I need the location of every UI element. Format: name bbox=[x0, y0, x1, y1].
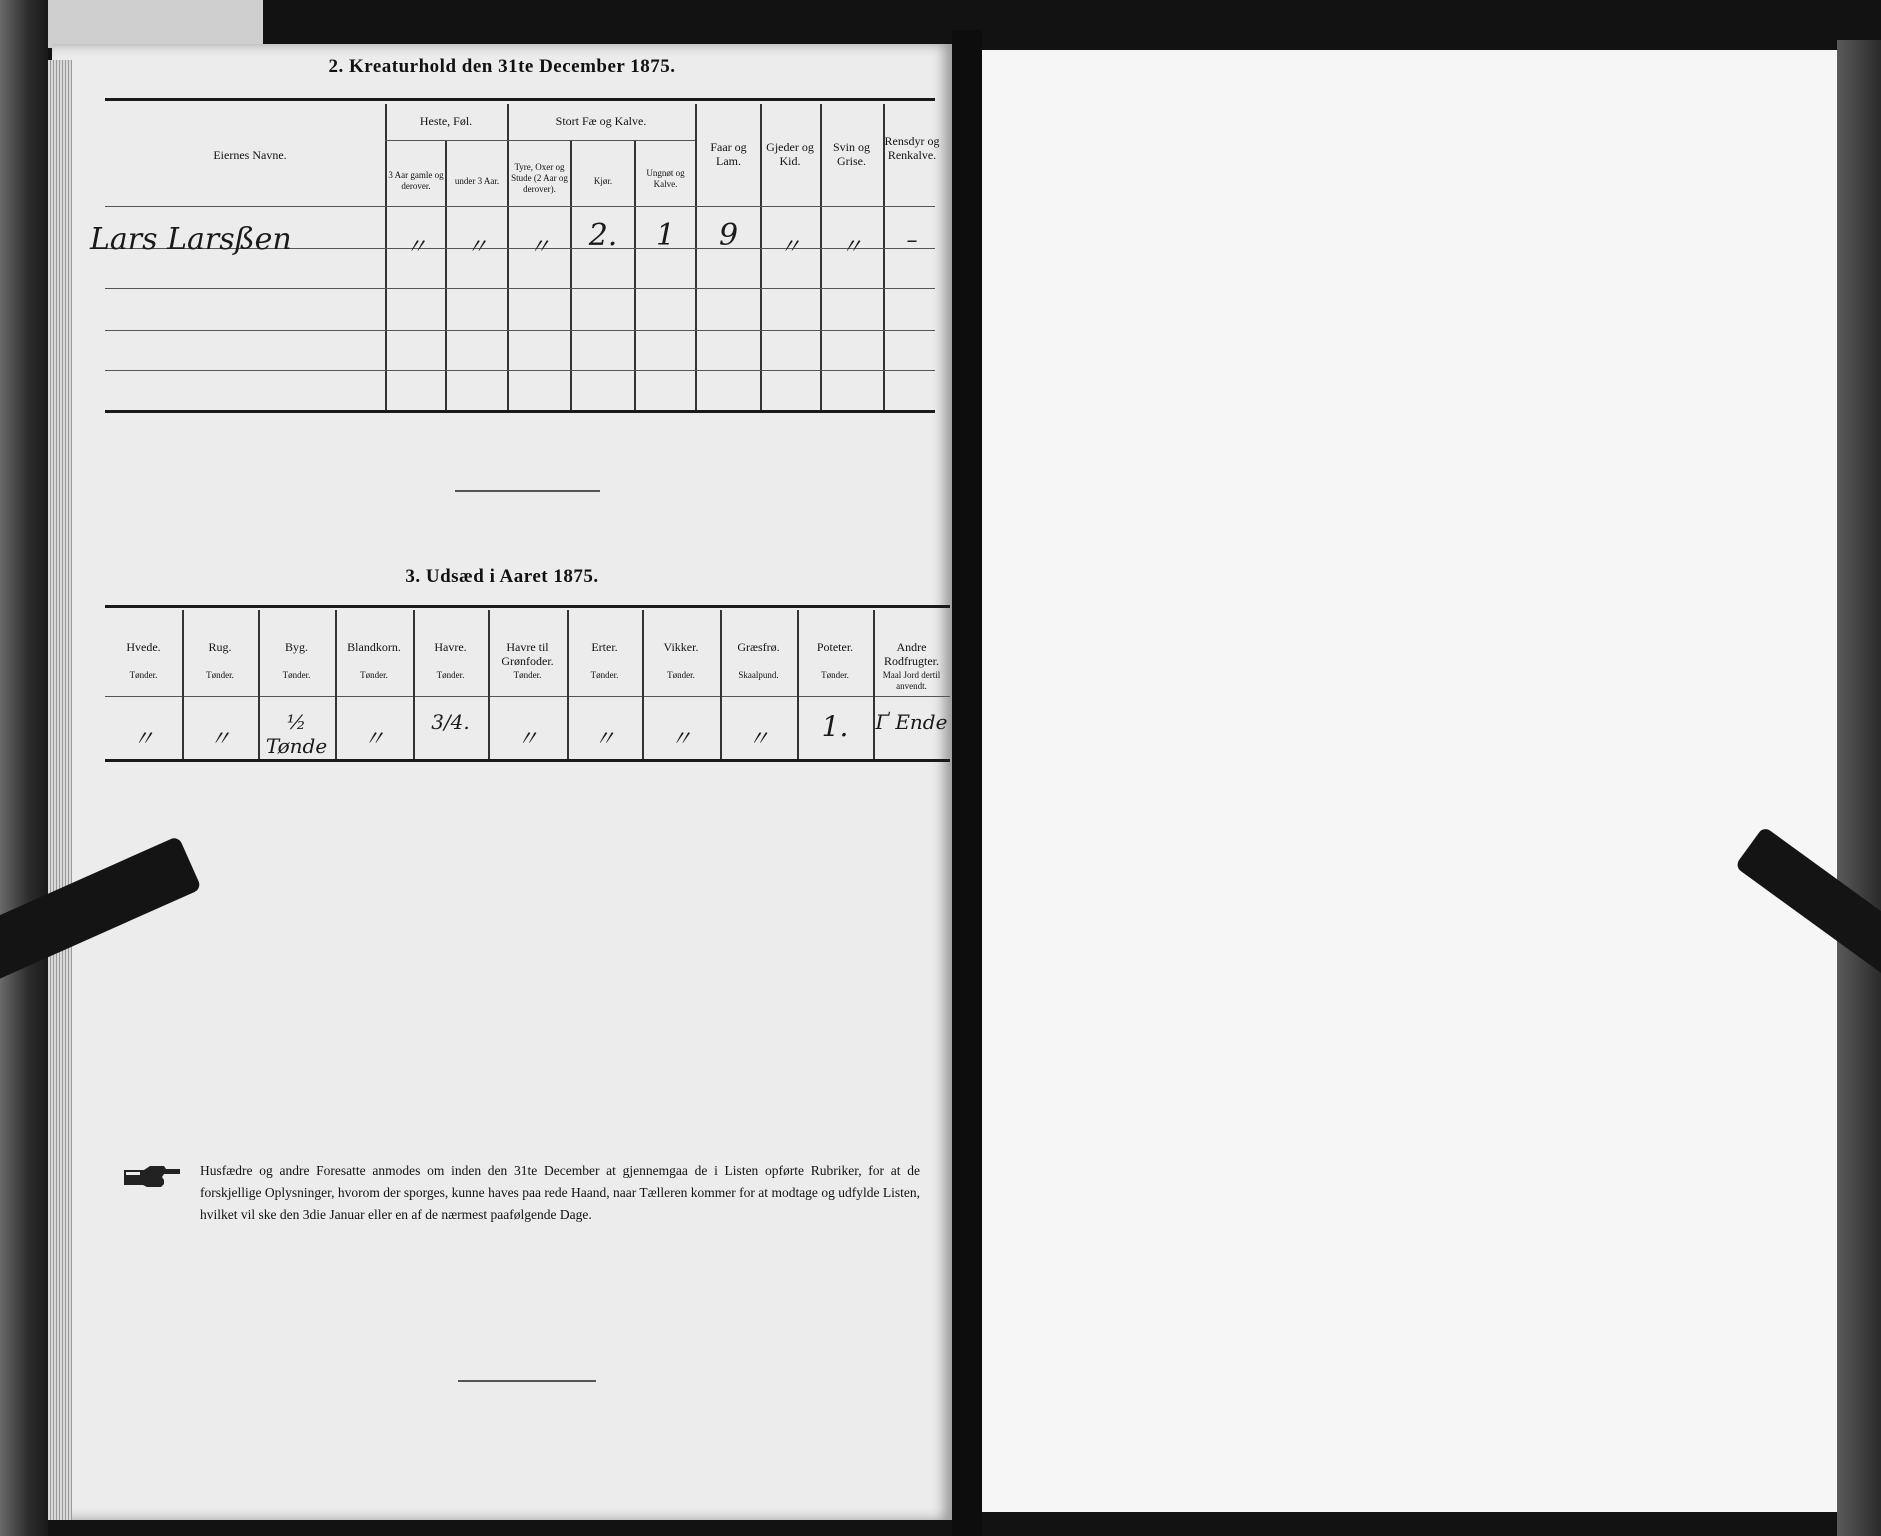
crop-col-unit: Maal Jord dertil anvendt. bbox=[882, 670, 941, 691]
previous-page-strip bbox=[48, 0, 263, 48]
crop-col-header: Hvede. bbox=[126, 640, 161, 654]
crop-value: 3/4. bbox=[431, 710, 470, 734]
value-horses-young: 〃 bbox=[465, 235, 488, 260]
crop-col-header: Blandkorn. bbox=[347, 640, 401, 654]
crop-value: 〃 bbox=[362, 727, 385, 752]
owner-name: Lars Larsßen bbox=[90, 222, 292, 257]
col-reindeer: Rensdyr og Renkalve. bbox=[884, 134, 940, 162]
col-horses-header: Heste, Føl. bbox=[419, 114, 473, 128]
crop-value: 〃 bbox=[516, 727, 539, 752]
table3-bottom-rule bbox=[105, 759, 950, 762]
section3-title: 3. Udsæd i Aaret 1875. bbox=[405, 566, 599, 587]
col-cattle-bulls: Tyre, Oxer og Stude (2 Aar og derover). bbox=[511, 162, 568, 194]
col-goats: Gjeder og Kid. bbox=[766, 140, 814, 168]
col-pigs: Svin og Grise. bbox=[832, 140, 870, 168]
crop-col-unit: Tønder. bbox=[436, 670, 465, 680]
crop-col-unit: Tønder. bbox=[206, 670, 234, 680]
crop-col-unit: Tønder. bbox=[129, 670, 158, 680]
col-cattle-cows: Kjør. bbox=[593, 176, 613, 186]
book-edge-right bbox=[1837, 40, 1881, 1536]
crop-col-header: Rug. bbox=[208, 640, 232, 654]
crop-col-unit: Tønder. bbox=[282, 670, 311, 680]
crop-value: ½ Tønde bbox=[265, 710, 328, 758]
section2-title: 2. Kreaturhold den 31te December 1875. bbox=[328, 56, 676, 77]
col-owner-header: Eiernes Navne. bbox=[213, 148, 287, 162]
pointing-hand-icon bbox=[122, 1164, 182, 1190]
crop-col-header: Erter. bbox=[591, 640, 618, 654]
crop-col-header: Havre til Grønfoder. bbox=[501, 640, 554, 668]
crop-col-header: Byg. bbox=[284, 640, 308, 654]
crop-value: 〃 bbox=[208, 727, 231, 752]
col-cattle-young: Ungnøt og Kalve. bbox=[646, 168, 685, 189]
value-reindeer: – bbox=[906, 228, 918, 253]
left-page bbox=[52, 44, 952, 1520]
crop-value: 〃 bbox=[132, 727, 155, 752]
value-bulls: 〃 bbox=[528, 235, 551, 260]
crop-col-header: Græsfrø. bbox=[737, 640, 780, 654]
value-cows: 2. bbox=[588, 218, 618, 253]
crop-col-unit: Tønder. bbox=[360, 670, 388, 680]
crop-col-header: Havre. bbox=[434, 640, 467, 654]
crop-column-divider bbox=[413, 610, 415, 759]
crop-value: 1. bbox=[821, 710, 849, 743]
table2-bottom-rule bbox=[105, 410, 935, 413]
end-rule bbox=[458, 1380, 596, 1382]
crop-col-header: Poteter. bbox=[816, 640, 854, 654]
crop-col-header: Vikker. bbox=[663, 640, 699, 654]
crop-value: 〃 bbox=[669, 727, 692, 752]
crop-col-unit: Tønder. bbox=[667, 670, 695, 680]
divider-rule bbox=[455, 490, 600, 492]
crop-value: Ґ Ende bbox=[875, 710, 948, 734]
table3-top-rule bbox=[105, 605, 950, 608]
right-page-blank bbox=[982, 50, 1837, 1512]
value-goats: 〃 bbox=[778, 235, 801, 260]
page-stack-edges bbox=[48, 60, 72, 1520]
crop-value: 〃 bbox=[747, 727, 770, 752]
value-young-cattle: 1 bbox=[655, 218, 676, 253]
crop-col-unit: Tønder. bbox=[590, 670, 619, 680]
col-cattle-header: Stort Fæ og Kalve. bbox=[555, 114, 647, 128]
table2-top-rule bbox=[105, 98, 935, 101]
value-pigs: 〃 bbox=[840, 235, 863, 260]
col-horses-old: 3 Aar gamle og derover. bbox=[388, 170, 444, 191]
col-horses-young: under 3 Aar. bbox=[454, 176, 500, 186]
crop-col-unit: Tønder. bbox=[821, 670, 849, 680]
crop-value: 〃 bbox=[593, 727, 616, 752]
crop-col-unit: Skaalpund. bbox=[738, 670, 779, 680]
book-edge-left bbox=[0, 0, 48, 1536]
crop-col-unit: Tønder. bbox=[513, 670, 542, 680]
col-sheep: Faar og Lam. bbox=[710, 140, 747, 168]
book-gutter bbox=[952, 30, 982, 1536]
value-horses-old: 〃 bbox=[404, 235, 427, 260]
value-sheep: 9 bbox=[718, 218, 739, 253]
crop-col-header: Andre Rodfrugter. bbox=[884, 640, 939, 668]
instructions-notice: Husfædre og andre Foresatte anmodes om inden den 31te December at gjennemgaa de i Listen opførte Rubriker, for at de forskjellige Oplysninger, hvorom der sporges, kunne haves paa rede Haand, naar Tælleren kommer for at modtage og udfylde Listen, hvilket vil ske den 3die Januar eller en af de nærmest paafølgende Dage. bbox=[200, 1163, 920, 1222]
